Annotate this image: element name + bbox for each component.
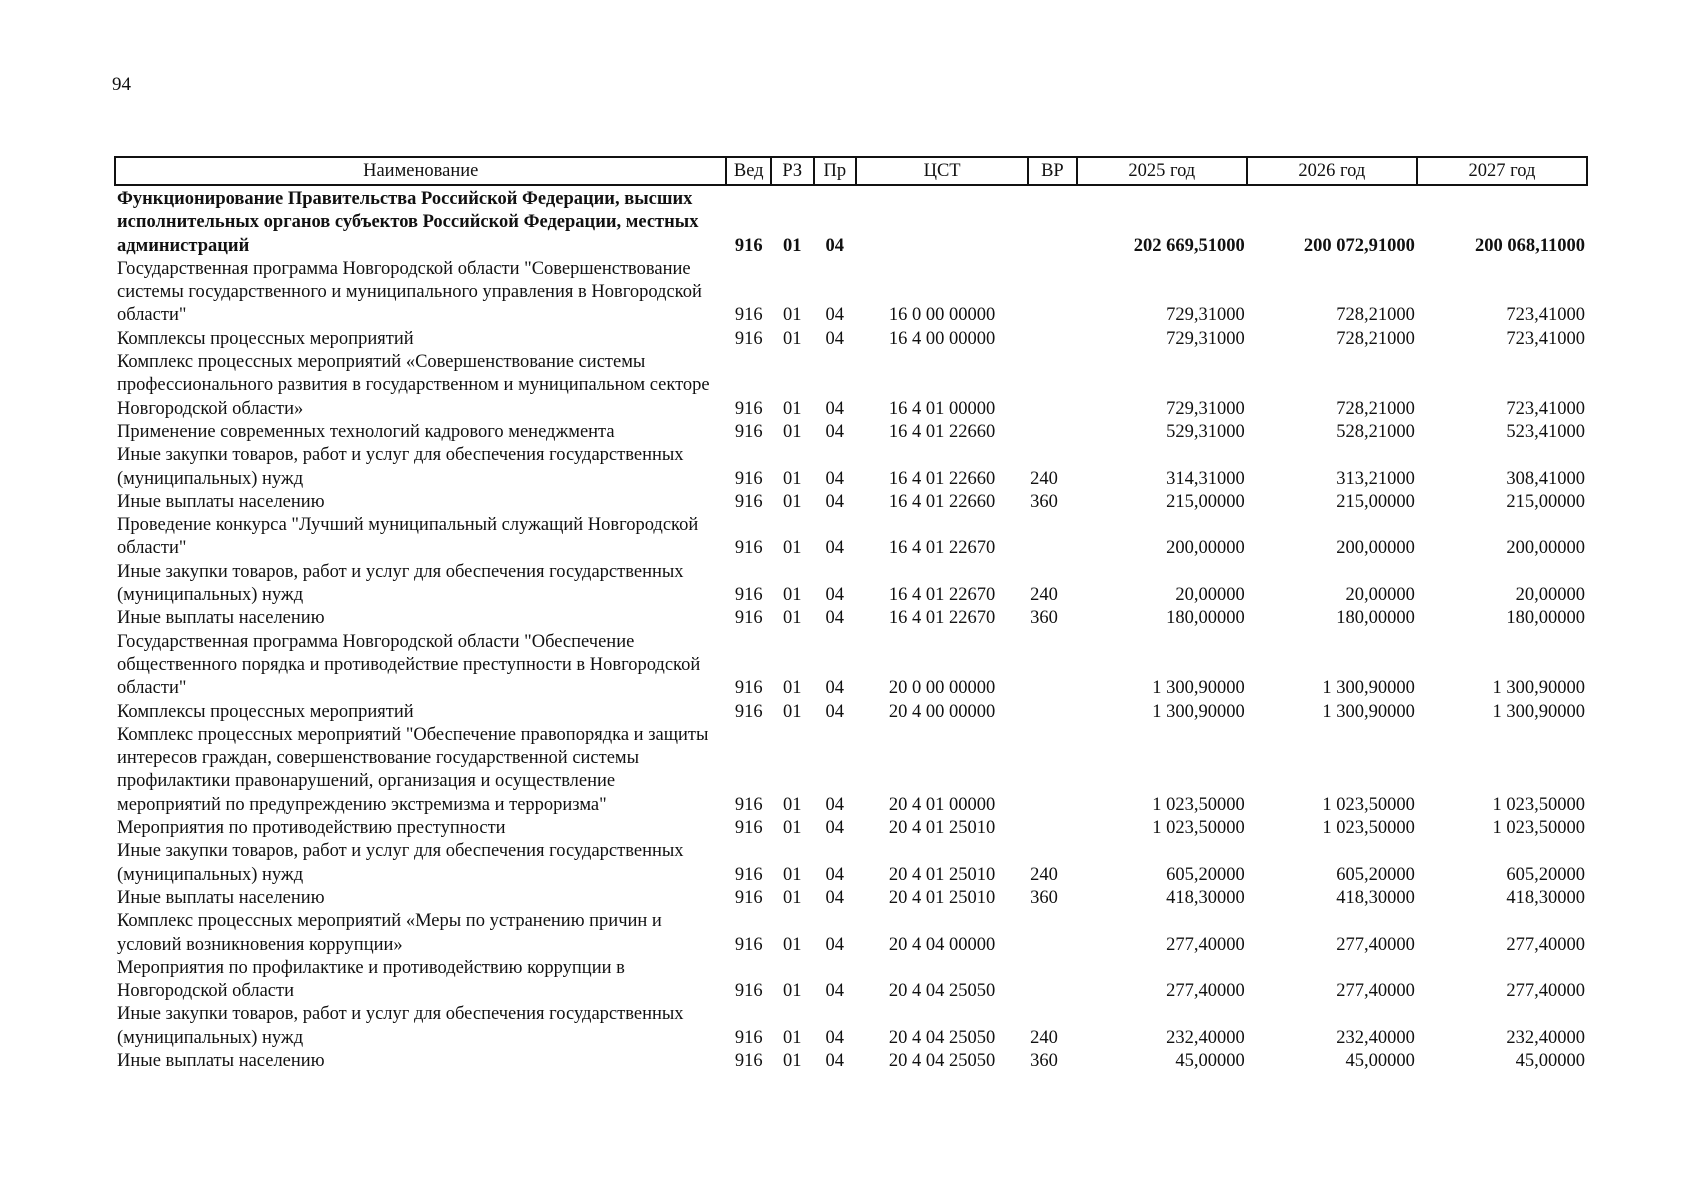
row-amount-2025: 729,31000 <box>1166 398 1245 419</box>
row-name: Мероприятия по противодействию преступности <box>117 818 506 839</box>
row-amount-2025: 277,40000 <box>1166 981 1245 1002</box>
row-amount-2027: 723,41000 <box>1506 328 1585 349</box>
row-name: Функционирование Правительства Российской Федерации, высших исполнительных органов субъектов Российской Федерации, местных администраций <box>117 189 699 256</box>
row-amount-2027: 277,40000 <box>1506 981 1585 1002</box>
row-amount-2027: 200,00000 <box>1506 538 1585 559</box>
row-amount-2027: 308,41000 <box>1506 468 1585 489</box>
row-rz: 01 <box>783 491 802 512</box>
row-ved: 916 <box>734 328 763 349</box>
table-row <box>115 351 1587 421</box>
row-amount-2026: 528,21000 <box>1336 421 1415 442</box>
row-amount-2026: 728,21000 <box>1336 328 1415 349</box>
row-pr: 04 <box>825 701 845 722</box>
row-amount-2025: 232,40000 <box>1166 1027 1245 1048</box>
row-rz: 01 <box>783 328 802 349</box>
row-pr: 04 <box>825 235 845 256</box>
row-vr <box>1028 514 1077 561</box>
header-vr: ВР <box>1028 157 1077 185</box>
row-amount-2027: 723,41000 <box>1506 305 1585 326</box>
table-row <box>115 817 1587 840</box>
row-amount-2025: 45,00000 <box>1175 1050 1245 1071</box>
row-vr <box>1028 328 1077 351</box>
row-name: Иные закупки товаров, работ и услуг для обеспечения государственных (муниципальных) нужд <box>117 445 684 489</box>
row-cst: 20 4 01 00000 <box>888 794 996 815</box>
row-ved: 916 <box>734 398 763 419</box>
row-vr: 360 <box>1030 491 1058 512</box>
row-vr <box>1028 351 1077 421</box>
row-pr: 04 <box>825 934 845 955</box>
row-cst: 20 4 01 25010 <box>888 864 996 885</box>
row-vr: 240 <box>1030 1027 1058 1048</box>
table-row <box>115 258 1587 328</box>
row-name: Комплекс процессных мероприятий «Совершенствование системы профессионального развития в государственном и муниципальном секторе Новгородской области» <box>117 352 710 419</box>
row-pr: 04 <box>825 468 845 489</box>
row-amount-2027: 1 300,90000 <box>1492 701 1585 722</box>
row-cst: 20 4 04 25050 <box>888 981 996 1002</box>
row-name: Государственная программа Новгородской области "Обеспечение общественного порядка и противодействие преступности в Новгородской области" <box>117 631 701 699</box>
row-name: Иные закупки товаров, работ и услуг для обеспечения государственных (муниципальных) нужд <box>117 1004 684 1048</box>
header-pr: Пр <box>814 157 857 185</box>
row-ved: 916 <box>734 585 763 606</box>
row-ved: 916 <box>734 491 763 512</box>
row-amount-2025: 418,30000 <box>1166 887 1245 908</box>
row-amount-2025: 314,31000 <box>1166 468 1245 489</box>
row-amount-2027: 1 300,90000 <box>1492 678 1585 699</box>
row-ved: 916 <box>734 421 763 442</box>
row-rz: 01 <box>783 468 802 489</box>
row-rz: 01 <box>783 421 802 442</box>
row-vr: 240 <box>1030 864 1058 885</box>
row-name: Государственная программа Новгородской области "Совершенствование системы государственного и муниципального управления в Новгородской области" <box>117 258 702 326</box>
row-vr <box>1028 631 1077 701</box>
row-cst: 20 4 01 25010 <box>888 887 996 908</box>
row-pr: 04 <box>825 794 845 815</box>
row-amount-2026: 1 023,50000 <box>1322 818 1415 839</box>
row-pr: 04 <box>825 328 845 349</box>
row-vr: 360 <box>1030 1050 1058 1071</box>
table-row <box>115 421 1587 444</box>
table-row <box>115 514 1587 561</box>
row-name: Комплекс процессных мероприятий «Меры по устранению причин и условий возникновения коррупции» <box>117 911 662 955</box>
row-pr: 04 <box>825 585 845 606</box>
header-name: Наименование <box>115 157 726 185</box>
row-name: Иные закупки товаров, работ и услуг для обеспечения государственных (муниципальных) нужд <box>117 841 684 885</box>
table-row <box>115 444 1587 491</box>
row-ved: 916 <box>734 981 763 1002</box>
row-vr: 240 <box>1030 468 1058 489</box>
row-ved: 916 <box>734 864 763 885</box>
row-amount-2026: 313,21000 <box>1336 468 1415 489</box>
row-rz: 01 <box>783 608 802 629</box>
row-amount-2027: 605,20000 <box>1506 864 1585 885</box>
row-amount-2027: 45,00000 <box>1515 1050 1585 1071</box>
row-amount-2025: 1 023,50000 <box>1152 794 1245 815</box>
table-row <box>115 607 1587 630</box>
row-amount-2026: 200,00000 <box>1336 538 1415 559</box>
row-amount-2027: 180,00000 <box>1506 608 1585 629</box>
row-rz: 01 <box>783 235 802 256</box>
row-pr: 04 <box>825 981 845 1002</box>
row-rz: 01 <box>783 538 802 559</box>
row-rz: 01 <box>783 1027 802 1048</box>
row-pr: 04 <box>825 398 845 419</box>
row-rz: 01 <box>783 585 802 606</box>
header-ved: Вед <box>726 157 771 185</box>
row-pr: 04 <box>825 818 845 839</box>
row-name: Комплексы процессных мероприятий <box>117 328 414 349</box>
row-amount-2026: 277,40000 <box>1336 981 1415 1002</box>
row-vr <box>1028 957 1077 1004</box>
row-name: Мероприятия по профилактике и противодействию коррупции в Новгородской области <box>117 957 625 1002</box>
row-cst: 20 0 00 00000 <box>888 678 996 699</box>
row-vr: 360 <box>1030 887 1058 908</box>
row-cst: 20 4 04 25050 <box>888 1050 996 1071</box>
row-amount-2026: 20,00000 <box>1345 585 1415 606</box>
header-2025: 2025 год <box>1077 157 1247 185</box>
row-ved: 916 <box>734 887 763 908</box>
budget-table <box>114 156 1588 1073</box>
header-2027: 2027 год <box>1417 157 1587 185</box>
table-row <box>115 631 1587 701</box>
row-rz: 01 <box>783 864 802 885</box>
row-vr <box>1028 421 1077 444</box>
row-rz: 01 <box>783 934 802 955</box>
row-cst: 20 4 00 00000 <box>888 701 996 722</box>
row-amount-2025: 215,00000 <box>1166 491 1245 512</box>
table-row <box>115 185 1587 258</box>
table-row <box>115 491 1587 514</box>
row-rz: 01 <box>783 794 802 815</box>
row-amount-2025: 20,00000 <box>1175 585 1245 606</box>
row-vr <box>1028 258 1077 328</box>
table-row <box>115 724 1587 817</box>
row-amount-2025: 1 023,50000 <box>1152 818 1245 839</box>
table-row <box>115 957 1587 1004</box>
row-cst: 16 0 00 00000 <box>888 305 996 326</box>
row-cst: 16 4 00 00000 <box>888 328 996 349</box>
table-row <box>115 328 1587 351</box>
row-name: Иные выплаты населению <box>117 491 325 512</box>
row-cst: 16 4 01 22670 <box>888 608 996 629</box>
row-vr <box>1028 817 1077 840</box>
row-cst: 16 4 01 22660 <box>888 421 996 442</box>
row-amount-2027: 200 068,11000 <box>1475 235 1585 256</box>
row-vr <box>1028 910 1077 957</box>
row-amount-2026: 728,21000 <box>1336 398 1415 419</box>
row-cst: 16 4 01 22660 <box>888 491 996 512</box>
row-vr: 240 <box>1030 585 1058 606</box>
row-amount-2027: 1 023,50000 <box>1492 794 1585 815</box>
row-rz: 01 <box>783 818 802 839</box>
table-header-row <box>115 157 1587 185</box>
row-ved: 916 <box>734 794 763 815</box>
table-row <box>115 887 1587 910</box>
row-pr: 04 <box>825 1027 845 1048</box>
row-amount-2025: 729,31000 <box>1166 305 1245 326</box>
row-pr: 04 <box>825 538 845 559</box>
row-ved: 916 <box>734 608 763 629</box>
row-amount-2026: 418,30000 <box>1336 887 1415 908</box>
table-row <box>115 701 1587 724</box>
row-cst: 20 4 01 25010 <box>888 818 996 839</box>
row-amount-2026: 605,20000 <box>1336 864 1415 885</box>
row-amount-2026: 215,00000 <box>1336 491 1415 512</box>
row-vr <box>1028 701 1077 724</box>
row-name: Иные выплаты населению <box>117 1050 325 1071</box>
row-name: Комплексы процессных мероприятий <box>117 701 414 722</box>
row-amount-2026: 45,00000 <box>1345 1050 1415 1071</box>
row-pr: 04 <box>825 887 845 908</box>
row-amount-2025: 605,20000 <box>1166 864 1245 885</box>
row-rz: 01 <box>783 1050 802 1071</box>
row-name: Комплекс процессных мероприятий "Обеспечение правопорядка и защиты интересов граждан, совершенствование государственной системы профилактики правонарушений, организация и осуществление мероприятий по предупреждению экстремизма и терроризма" <box>117 724 709 815</box>
row-cst: 16 4 01 22670 <box>888 538 996 559</box>
row-amount-2025: 1 300,90000 <box>1152 678 1245 699</box>
row-ved: 916 <box>734 934 763 955</box>
row-pr: 04 <box>825 1050 845 1071</box>
row-rz: 01 <box>783 701 802 722</box>
row-pr: 04 <box>825 678 845 699</box>
row-name: Иные выплаты населению <box>117 608 325 629</box>
row-name: Проведение конкурса "Лучший муниципальный служащий Новгородской области" <box>117 515 699 559</box>
row-name: Применение современных технологий кадрового менеджмента <box>117 421 615 442</box>
row-amount-2025: 277,40000 <box>1166 934 1245 955</box>
row-ved: 916 <box>734 701 763 722</box>
row-cst: 16 4 01 22670 <box>888 585 996 606</box>
row-amount-2026: 277,40000 <box>1336 934 1415 955</box>
row-vr: 360 <box>1030 608 1058 629</box>
row-amount-2027: 418,30000 <box>1506 887 1585 908</box>
row-amount-2027: 523,41000 <box>1506 421 1585 442</box>
row-ved: 916 <box>734 305 763 326</box>
header-rz: РЗ <box>771 157 814 185</box>
row-pr: 04 <box>825 608 845 629</box>
table-row <box>115 561 1587 608</box>
row-pr: 04 <box>825 305 845 326</box>
row-rz: 01 <box>783 887 802 908</box>
row-pr: 04 <box>825 864 845 885</box>
row-amount-2026: 1 300,90000 <box>1322 678 1415 699</box>
row-amount-2027: 232,40000 <box>1506 1027 1585 1048</box>
row-rz: 01 <box>783 398 802 419</box>
row-amount-2026: 232,40000 <box>1336 1027 1415 1048</box>
header-cst: ЦСТ <box>856 157 1028 185</box>
row-amount-2025: 180,00000 <box>1166 608 1245 629</box>
row-amount-2025: 1 300,90000 <box>1152 701 1245 722</box>
row-name: Иные закупки товаров, работ и услуг для обеспечения государственных (муниципальных) нужд <box>117 561 684 606</box>
row-cst: 20 4 04 25050 <box>888 1027 996 1048</box>
row-amount-2027: 723,41000 <box>1506 398 1585 419</box>
row-amount-2025: 529,31000 <box>1166 421 1245 442</box>
row-ved: 916 <box>734 468 763 489</box>
table-row <box>115 910 1587 957</box>
row-amount-2027: 1 023,50000 <box>1492 818 1585 839</box>
row-amount-2026: 200 072,91000 <box>1303 235 1415 256</box>
header-2026: 2026 год <box>1247 157 1417 185</box>
row-amount-2027: 215,00000 <box>1506 491 1585 512</box>
row-rz: 01 <box>783 678 802 699</box>
row-amount-2025: 202 669,51000 <box>1133 235 1245 256</box>
row-amount-2026: 180,00000 <box>1336 608 1415 629</box>
row-ved: 916 <box>734 1050 763 1071</box>
row-amount-2027: 277,40000 <box>1506 934 1585 955</box>
row-rz: 01 <box>783 305 802 326</box>
row-pr: 04 <box>825 421 845 442</box>
page-number: 94 <box>112 74 131 95</box>
row-rz: 01 <box>783 981 802 1002</box>
row-cst: 20 4 04 00000 <box>888 934 996 955</box>
row-vr <box>1028 724 1077 817</box>
row-amount-2026: 1 023,50000 <box>1322 794 1415 815</box>
row-amount-2027: 20,00000 <box>1515 585 1585 606</box>
row-ved: 916 <box>734 818 763 839</box>
row-pr: 04 <box>825 491 845 512</box>
row-amount-2025: 200,00000 <box>1166 538 1245 559</box>
row-amount-2025: 729,31000 <box>1166 328 1245 349</box>
row-ved: 916 <box>734 678 763 699</box>
row-cst: 16 4 01 00000 <box>888 398 996 419</box>
row-amount-2026: 728,21000 <box>1336 305 1415 326</box>
row-ved: 916 <box>734 235 763 256</box>
row-cst: 16 4 01 22660 <box>888 468 996 489</box>
table-row <box>115 840 1587 887</box>
row-cst <box>856 185 1028 258</box>
row-vr <box>1028 185 1077 258</box>
row-name: Иные выплаты населению <box>117 887 325 908</box>
row-ved: 916 <box>734 1027 763 1048</box>
row-ved: 916 <box>734 538 763 559</box>
table-row <box>115 1003 1587 1050</box>
table-row <box>115 1050 1587 1073</box>
row-amount-2026: 1 300,90000 <box>1322 701 1415 722</box>
